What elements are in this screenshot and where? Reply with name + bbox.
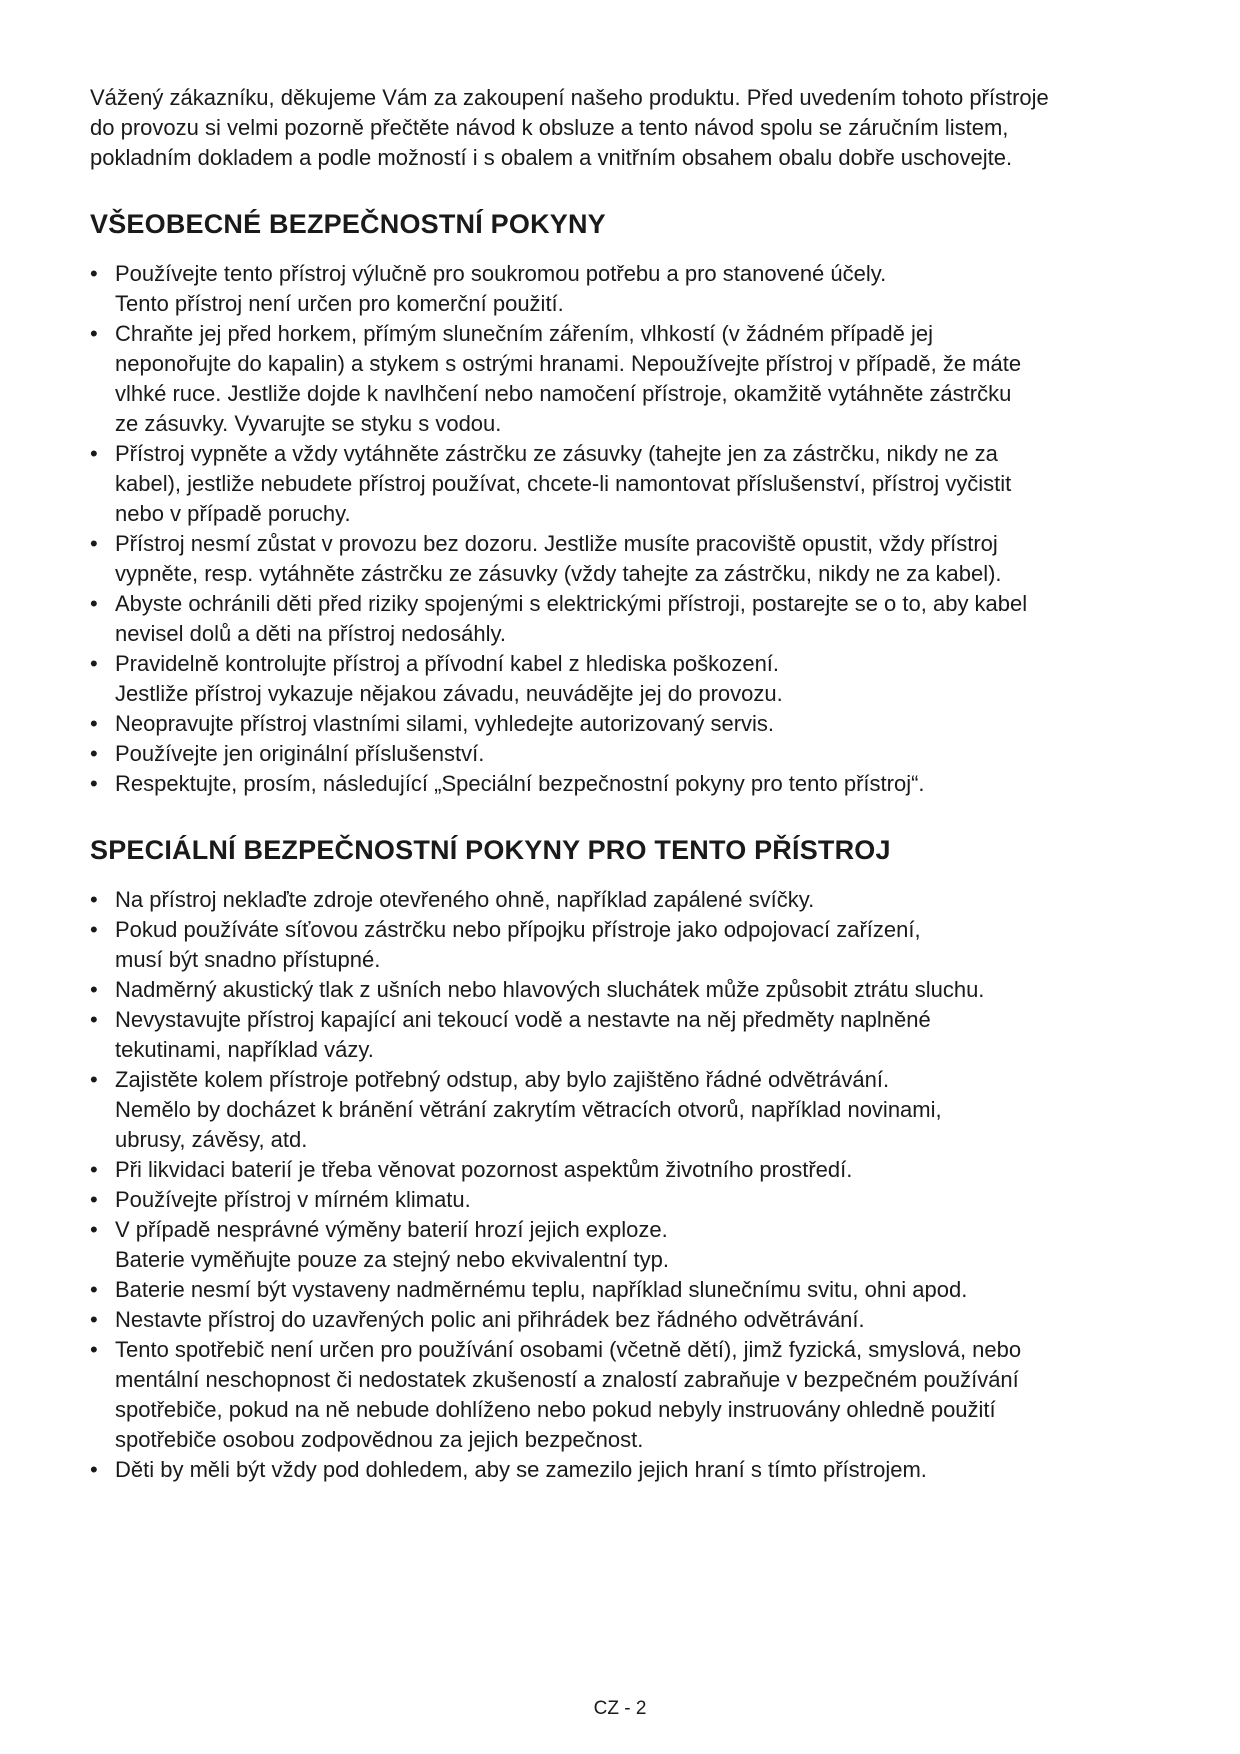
list-item [90,1275,1170,1305]
bullet-icon: • [90,1457,98,1482]
list-item-line: Tento spotřebič není určen pro používání osobami (včetně dětí), jimž fyzická, smyslová, nebo [115,1337,1022,1362]
list-item-line: ubrusy, závěsy, atd. [115,1127,308,1152]
bullet-icon: • [90,1337,98,1362]
bullet-icon: • [90,1067,98,1092]
list-item-line: Respektujte, prosím, následující „Speciální bezpečnostní pokyny pro tento přístroj“. [115,771,925,796]
list-item [90,1455,1170,1485]
list-item-line: ze zásuvky. Vyvarujte se styku s vodou. [115,411,502,436]
special-safety-heading: SPECIÁLNÍ BEZPEČNOSTNÍ POKYNY PRO TENTO PŘÍSTROJ [90,835,891,865]
list-item [90,589,1170,649]
bullet-icon: • [90,591,98,616]
list-item-line: Pravidelně kontrolujte přístroj a přívodní kabel z hlediska poškození. [115,651,780,676]
special-safety-list [90,885,1170,1485]
general-safety-list [90,259,1170,799]
page-number: CZ - 2 [593,1698,647,1719]
list-item-line: Přístroj nesmí zůstat v provozu bez dozoru. Jestliže musíte pracoviště opustit, vždy přístroj [115,531,998,556]
list-item [90,439,1170,529]
list-item-line: nevisel dolů a děti na přístroj nedosáhly. [115,621,506,646]
list-item [90,739,1170,769]
list-item [90,769,1170,799]
list-item-line: Nemělo by docházet k bránění větrání zakrytím větracích otvorů, například novinami, [115,1097,942,1122]
bullet-icon: • [90,1007,98,1032]
list-item [90,649,1170,709]
list-item-line: Na přístroj neklaďte zdroje otevřeného ohně, například zapálené svíčky. [115,887,815,912]
intro-line: Vážený zákazníku, děkujeme Vám za zakoupení našeho produktu. Před uvedením tohoto přístroje [90,85,1049,110]
bullet-icon: • [90,1157,98,1182]
list-item [90,915,1170,975]
list-item [90,1185,1170,1215]
list-item-line: Nestavte přístroj do uzavřených polic ani přihrádek bez řádného odvětrávání. [115,1307,865,1332]
list-item-line: Přístroj vypněte a vždy vytáhněte zástrčku ze zásuvky (tahejte jen za zástrčku, nikdy ne za [115,441,998,466]
list-item [90,259,1170,319]
bullet-icon: • [90,651,98,676]
list-item [90,1215,1170,1275]
list-item-line: Zajistěte kolem přístroje potřebný odstup, aby bylo zajištěno řádné odvětrávání. [115,1067,890,1092]
list-item-line: Pokud používáte síťovou zástrčku nebo přípojku přístroje jako odpojovací zařízení, [115,917,921,942]
intro-line: pokladním dokladem a podle možností i s obalem a vnitřním obsahem obalu dobře uschovejte. [90,145,1013,170]
bullet-icon: • [90,977,98,1002]
list-item [90,1155,1170,1185]
list-item-line: V případě nesprávné výměny baterií hrozí jejich exploze. [115,1217,668,1242]
list-item-line: Jestliže přístroj vykazuje nějakou závadu, neuvádějte jej do provozu. [115,681,783,706]
list-item [90,1065,1170,1155]
bullet-icon: • [90,531,98,556]
document-page [90,83,1170,1485]
list-item [90,885,1170,915]
list-item-line: Tento přístroj není určen pro komerční použití. [115,291,564,316]
list-item-line: nebo v případě poruchy. [115,501,351,526]
bullet-icon: • [90,441,98,466]
list-item-line: vlhké ruce. Jestliže dojde k navlhčení nebo namočení přístroje, okamžitě vytáhněte zástrčku [115,381,1012,406]
list-item-line: neponořujte do kapalin) a stykem s ostrými hranami. Nepoužívejte přístroj v případě, že máte [115,351,1022,376]
list-item [90,709,1170,739]
list-item-line: Používejte přístroj v mírném klimatu. [115,1187,471,1212]
bullet-icon: • [90,1187,98,1212]
list-item-line: spotřebiče, pokud na ně nebude dohlíženo nebo pokud nebyly instruovány ohledně použití [115,1397,996,1422]
list-item-line: kabel), jestliže nebudete přístroj používat, chcete-li namontovat příslušenství, přístroj vyčistit [115,471,1012,496]
general-safety-heading: VŠEOBECNÉ BEZPEČNOSTNÍ POKYNY [90,209,606,239]
intro-line: do provozu si velmi pozorně přečtěte návod k obsluze a tento návod spolu se záručním listem, [90,115,1009,140]
list-item-line: Děti by měli být vždy pod dohledem, aby se zamezilo jejich hraní s tímto přístrojem. [115,1457,927,1482]
list-item-line: Nevystavujte přístroj kapající ani tekoucí vodě a nestavte na něj předměty naplněné [115,1007,931,1032]
list-item-line: Při likvidaci baterií je třeba věnovat pozornost aspektům životního prostředí. [115,1157,853,1182]
list-item-line: Baterie nesmí být vystaveny nadměrnému teplu, například slunečnímu svitu, ohni apod. [115,1277,968,1302]
bullet-icon: • [90,887,98,912]
bullet-icon: • [90,771,98,796]
list-item [90,529,1170,589]
bullet-icon: • [90,1277,98,1302]
list-item-line: tekutinami, například vázy. [115,1037,374,1062]
list-item-line: Používejte tento přístroj výlučně pro soukromou potřebu a pro stanovené účely. [115,261,887,286]
bullet-icon: • [90,917,98,942]
bullet-icon: • [90,741,98,766]
bullet-icon: • [90,1217,98,1242]
bullet-icon: • [90,711,98,736]
list-item-line: Chraňte jej před horkem, přímým slunečním zářením, vlhkostí (v žádném případě jej [115,321,933,346]
bullet-icon: • [90,261,98,286]
bullet-icon: • [90,1307,98,1332]
list-item-line: Abyste ochránili děti před riziky spojenými s elektrickými přístroji, postarejte se o to, aby kabel [115,591,1028,616]
list-item-line: Používejte jen originální příslušenství. [115,741,485,766]
bullet-icon: • [90,321,98,346]
list-item-line: mentální neschopnost či nedostatek zkušeností a znalostí zabraňuje v bezpečném používání [115,1367,1019,1392]
intro-paragraph [90,83,1170,173]
list-item [90,975,1170,1005]
list-item [90,1005,1170,1065]
list-item [90,319,1170,439]
list-item-line: Baterie vyměňujte pouze za stejný nebo ekvivalentní typ. [115,1247,669,1272]
list-item [90,1335,1170,1455]
list-item-line: musí být snadno přístupné. [115,947,381,972]
list-item-line: Neopravujte přístroj vlastními silami, vyhledejte autorizovaný servis. [115,711,775,736]
list-item-line: spotřebiče osobou zodpovědnou za jejich bezpečnost. [115,1427,644,1452]
list-item [90,1305,1170,1335]
list-item-line: vypněte, resp. vytáhněte zástrčku ze zásuvky (vždy tahejte za zástrčku, nikdy ne za kabel). [115,561,1002,586]
list-item-line: Nadměrný akustický tlak z ušních nebo hlavových sluchátek může způsobit ztrátu sluchu. [115,977,985,1002]
